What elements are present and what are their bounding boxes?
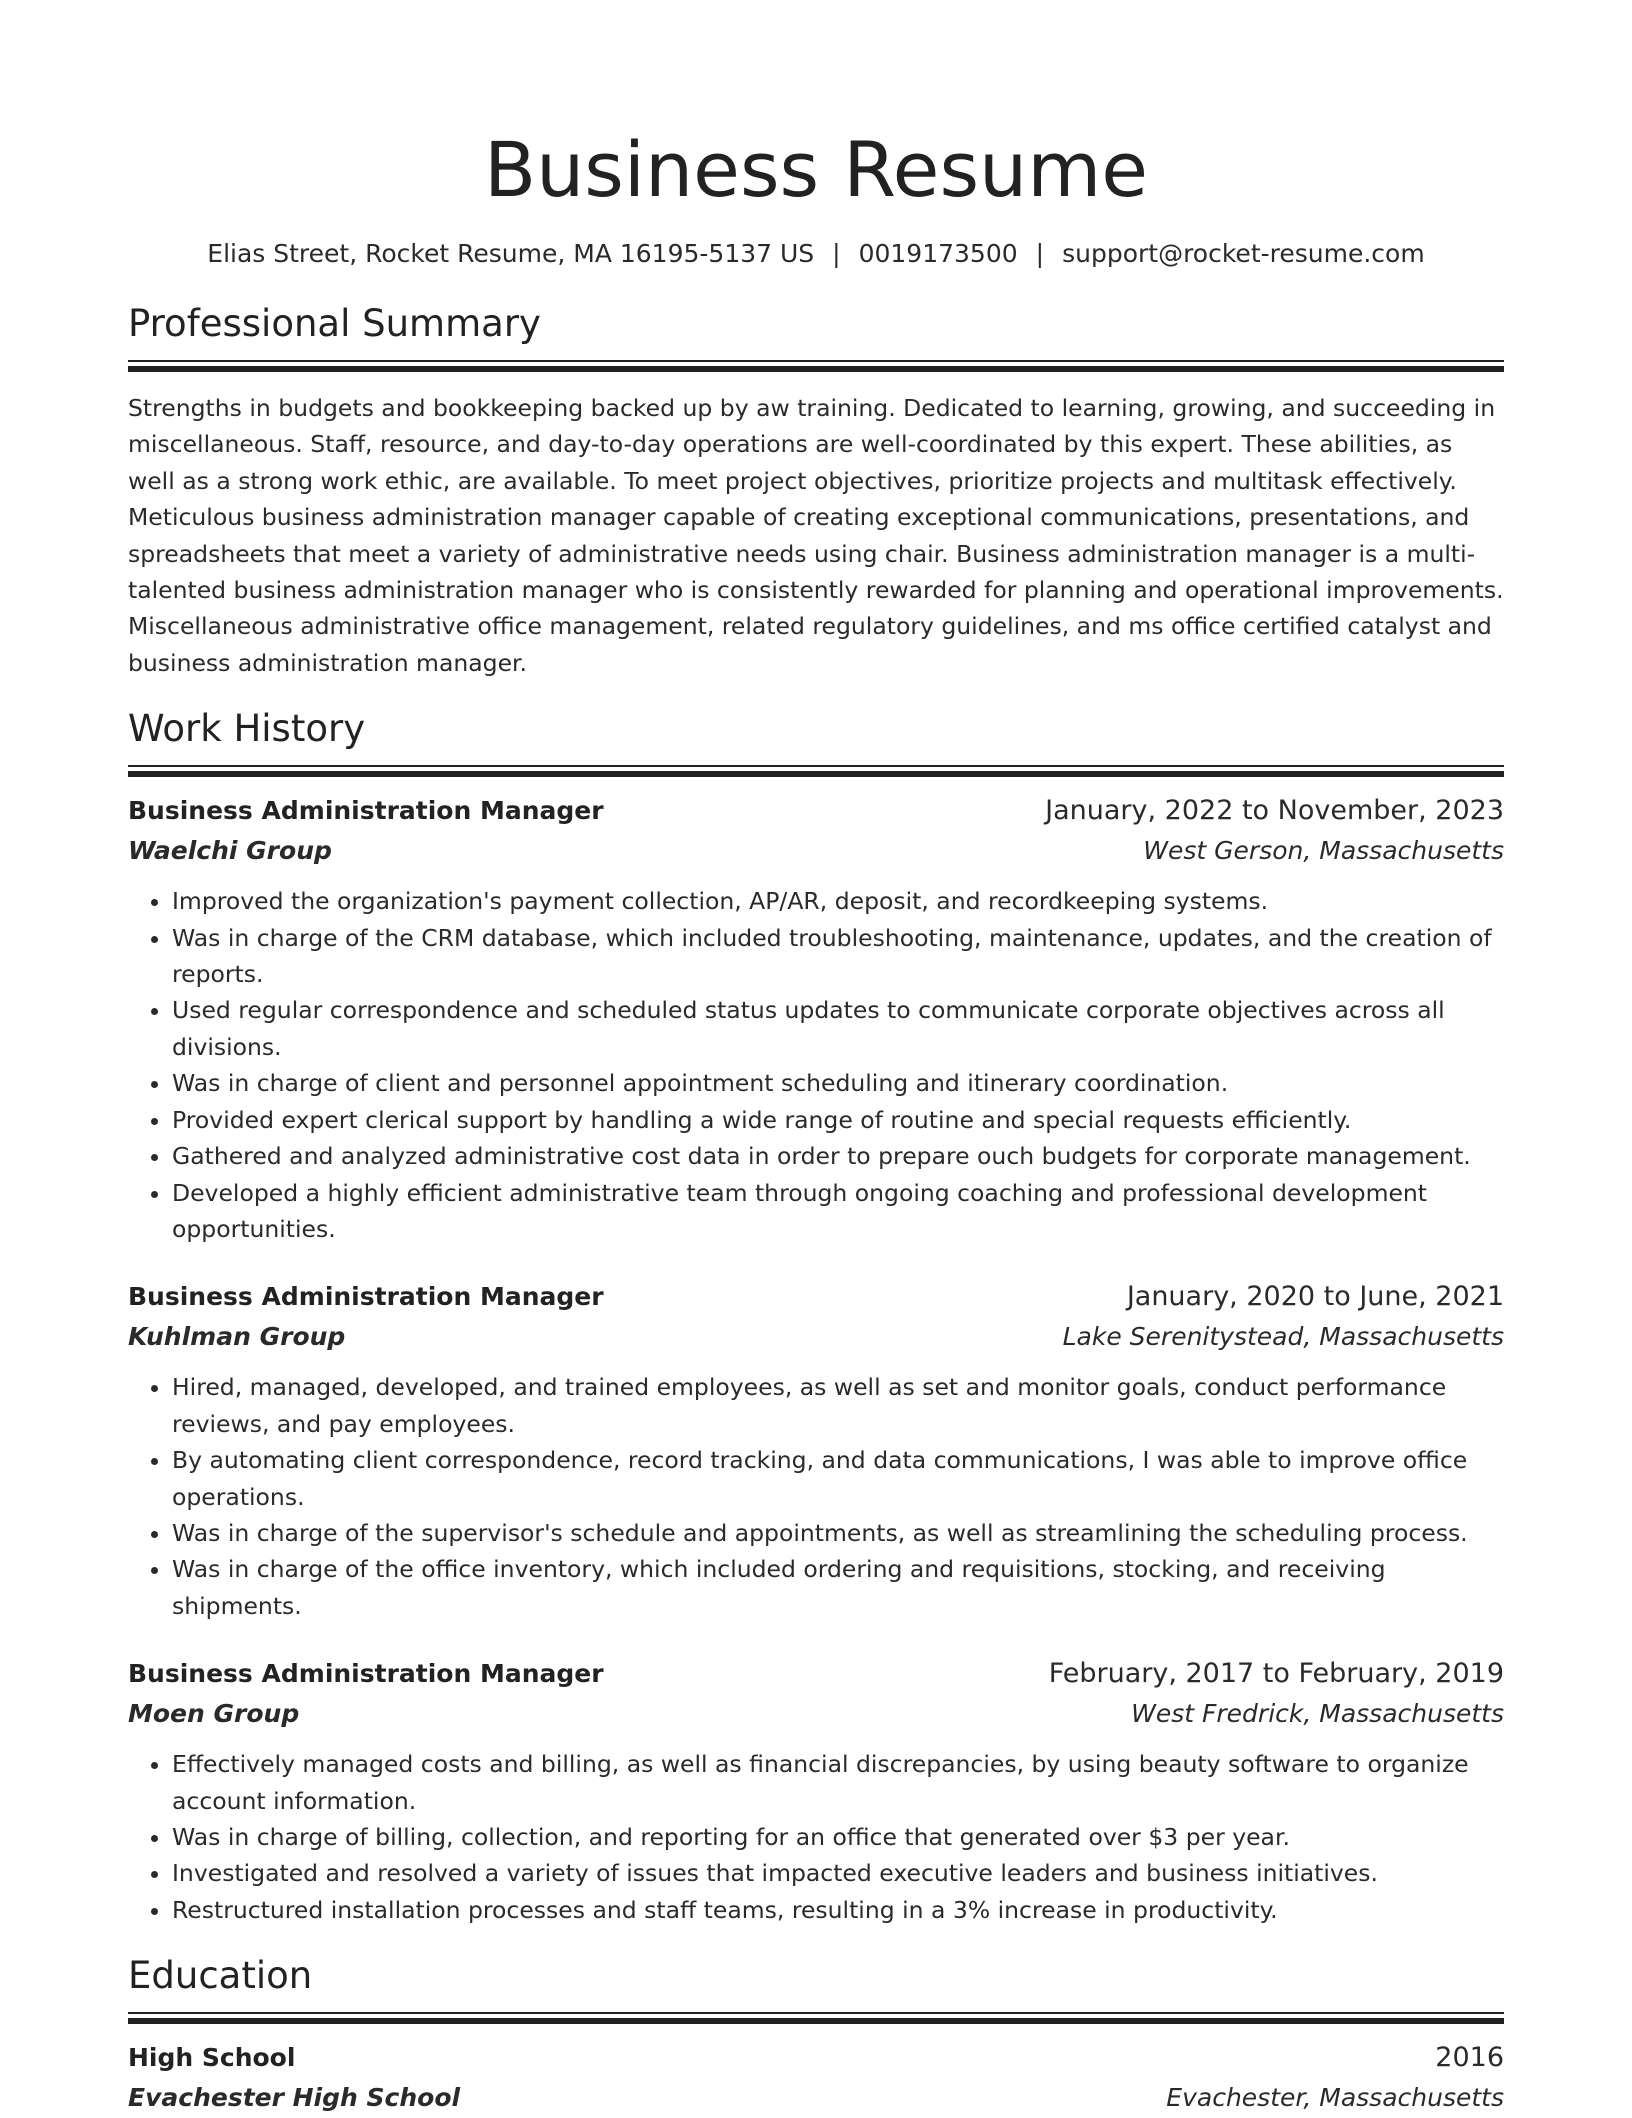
contact-line xyxy=(128,236,1504,272)
job-dates: February, 2017 to February, 2019 xyxy=(1048,1658,1504,1690)
job-location: West Fredrick, Massachusetts xyxy=(1131,1699,1504,1729)
education-section xyxy=(128,1952,1504,2118)
section-divider xyxy=(128,360,1504,372)
job-header-row xyxy=(128,1277,1504,1317)
education-degree: High School xyxy=(128,2043,296,2073)
job-company-row xyxy=(128,831,1504,871)
contact-phone: 0019173500 xyxy=(858,239,1018,268)
education-entry xyxy=(128,2038,1504,2118)
job-title: Business Administration Manager xyxy=(128,1659,604,1689)
job-title: Business Administration Manager xyxy=(128,1282,604,1312)
contact-email: support@rocket-resume.com xyxy=(1062,239,1425,268)
job-bullet: • Effectively managed costs and billing, as well as financial discrepancies, by using beauty software to organize account information. xyxy=(172,1746,1504,1819)
section-divider xyxy=(128,765,1504,777)
job-bullet: • By automating client correspondence, record tracking, and data communications, I was able to improve office operations. xyxy=(172,1442,1504,1515)
job-header-row xyxy=(128,791,1504,831)
job-location: West Gerson, Massachusetts xyxy=(1143,836,1504,866)
job-bullet: • Used regular correspondence and scheduled status updates to communicate corporate objectives across all divisions. xyxy=(172,992,1504,1065)
resume-page xyxy=(128,0,1504,2118)
education-header-row xyxy=(128,2038,1504,2078)
job-bullet: • Was in charge of billing, collection, and reporting for an office that generated over $3 per year. xyxy=(172,1819,1504,1855)
summary-text: Strengths in budgets and bookkeeping backed up by aw training. Dedicated to learning, growing, and succeeding in miscellaneous. Staff, resource, and day-to-day operations are well-coordinated by this expert. These abilities, as well as a strong work ethic, are available. To meet project objectives, prioritize projects and multitask effectively. Meticulous business administration manager capable of creating exceptional communications, presentations, and spreadsheets that meet a variety of administrative needs using chair. Business administration manager is a multi-talented business administration manager who is consistently rewarded for planning and operational improvements. Miscellaneous administrative office management, related regulatory guidelines, and ms office certified catalyst and business administration manager. xyxy=(128,394,1504,677)
job-bullet: • Was in charge of the office inventory, which included ordering and requisitions, stocking, and receiving shipments. xyxy=(172,1551,1504,1624)
work-history-section xyxy=(128,705,1504,1928)
section-divider xyxy=(128,2012,1504,2024)
job-entry xyxy=(128,1654,1504,1928)
job-dates: January, 2020 to June, 2021 xyxy=(1126,1281,1504,1313)
job-bullet: • Gathered and analyzed administrative cost data in order to prepare ouch budgets for corporate management. xyxy=(172,1138,1504,1174)
job-bullet: • Was in charge of the supervisor's schedule and appointments, as well as streamlining the scheduling process. xyxy=(172,1515,1504,1551)
job-bullet: • Restructured installation processes and staff teams, resulting in a 3% increase in productivity. xyxy=(172,1892,1504,1928)
job-bullet: • Was in charge of client and personnel appointment scheduling and itinerary coordination. xyxy=(172,1065,1504,1101)
job-location: Lake Serenitystead, Massachusetts xyxy=(1062,1322,1504,1352)
summary-section xyxy=(128,300,1504,681)
job-company: Kuhlman Group xyxy=(128,1322,346,1352)
job-bullet: • Provided expert clerical support by handling a wide range of routine and special requests efficiently. xyxy=(172,1102,1504,1138)
contact-separator: | xyxy=(1035,239,1045,268)
contact-separator: | xyxy=(832,239,841,268)
job-entry xyxy=(128,1277,1504,1624)
job-header-row xyxy=(128,1654,1504,1694)
work-history-section-title: Work History xyxy=(128,707,366,751)
resume-name: Business Resume xyxy=(484,125,1148,214)
job-bullet: • Was in charge of the CRM database, which included troubleshooting, maintenance, updates, and the creation of reports. xyxy=(172,920,1504,993)
job-dates: January, 2022 to November, 2023 xyxy=(1045,795,1504,827)
job-bullet-list xyxy=(128,883,1504,1247)
job-bullet-list xyxy=(128,1369,1504,1624)
education-year: 2016 xyxy=(1435,2042,1504,2074)
education-school: Evachester High School xyxy=(128,2083,461,2113)
education-section-title: Education xyxy=(128,1954,313,1998)
education-location: Evachester, Massachusetts xyxy=(1166,2083,1504,2113)
job-entry xyxy=(128,791,1504,1247)
job-bullet: • Developed a highly efficient administrative team through ongoing coaching and professional development opportunities. xyxy=(172,1175,1504,1248)
job-bullet: • Improved the organization's payment collection, AP/AR, deposit, and recordkeeping systems. xyxy=(172,883,1504,919)
education-school-row xyxy=(128,2078,1504,2118)
job-bullet: • Investigated and resolved a variety of issues that impacted executive leaders and business initiatives. xyxy=(172,1855,1504,1891)
job-company-row xyxy=(128,1694,1504,1734)
summary-section-title: Professional Summary xyxy=(128,302,541,345)
job-company-row xyxy=(128,1317,1504,1357)
job-company: Moen Group xyxy=(128,1699,300,1729)
contact-address: Elias Street, Rocket Resume, MA 16195-5137 US xyxy=(207,239,815,268)
job-bullet-list xyxy=(128,1746,1504,1928)
job-bullet: • Hired, managed, developed, and trained employees, as well as set and monitor goals, conduct performance reviews, and pay employees. xyxy=(172,1369,1504,1442)
job-title: Business Administration Manager xyxy=(128,796,604,826)
job-company: Waelchi Group xyxy=(128,836,332,866)
